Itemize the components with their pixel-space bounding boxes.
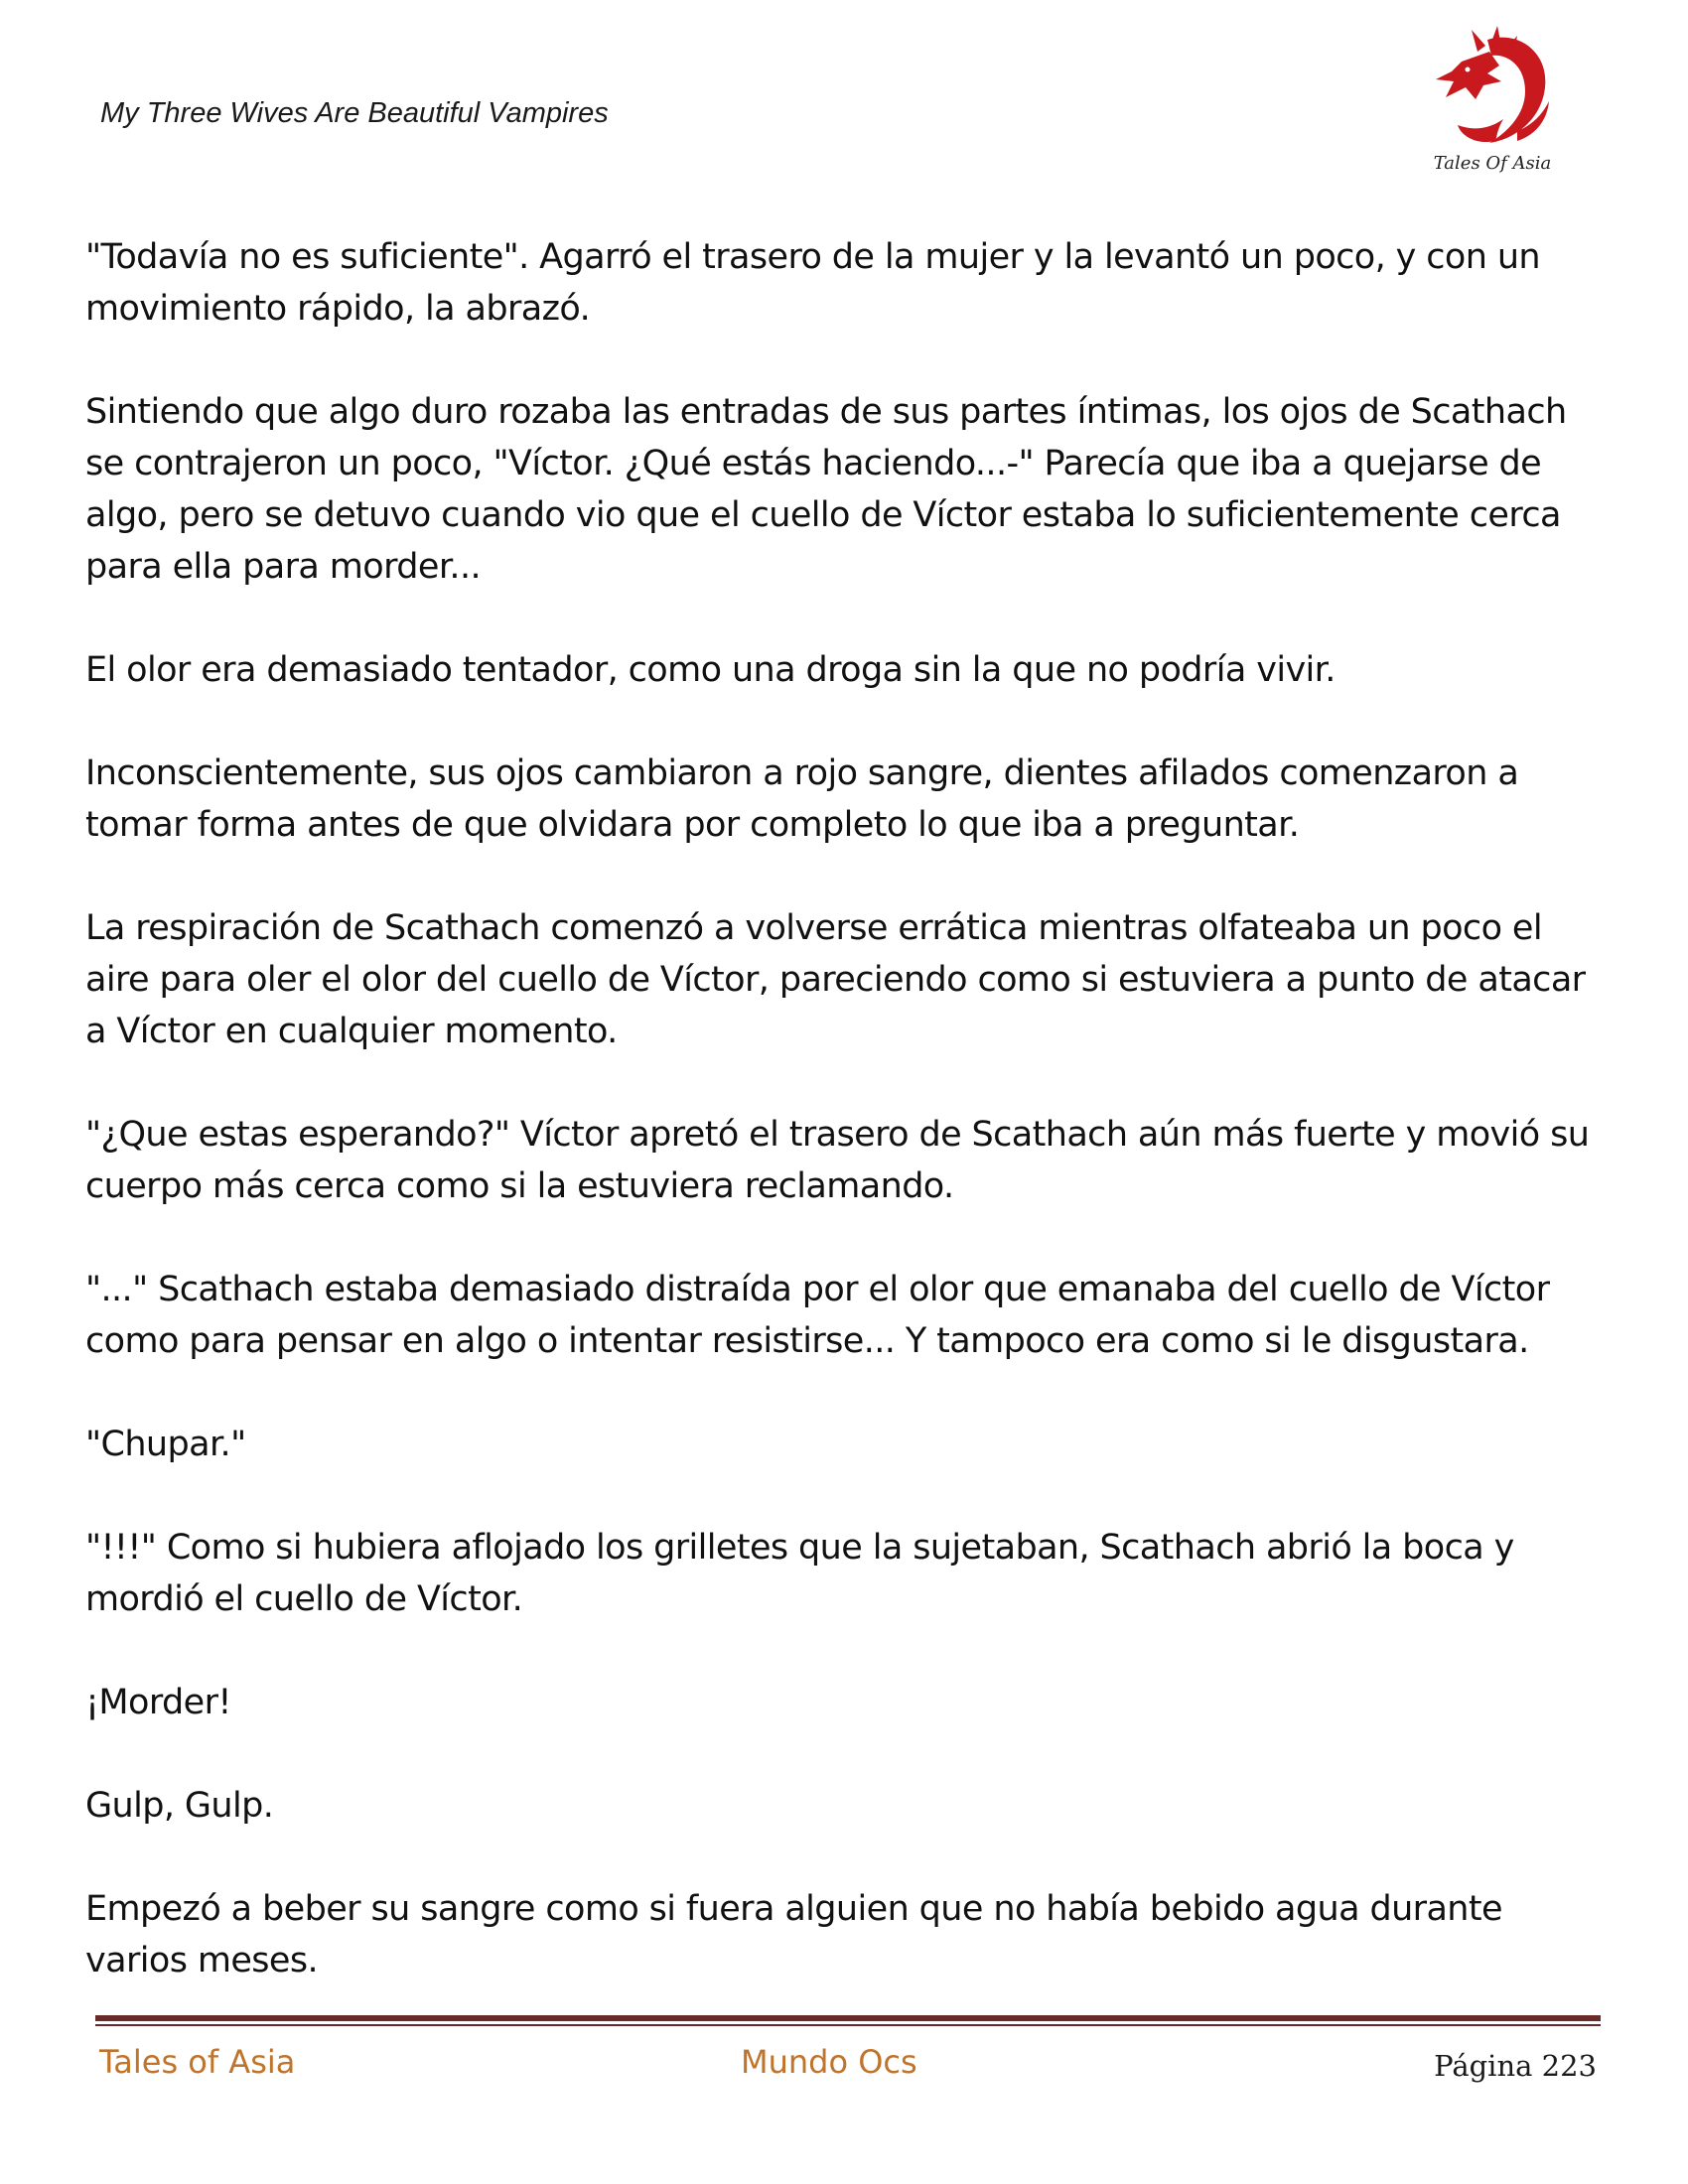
paragraph: "!!!" Como si hubiera aflojado los grilletes que la sujetaban, Scathach abrió la boca y mordió el cuello de Víctor. <box>85 1528 1514 1619</box>
paragraph: La respiración de Scathach comenzó a volverse errática mientras olfateaba un poco el aire para oler el olor del cuello de Víctor, pareciendo como si estuviera a punto de atacar a Víctor en cualquier momento. <box>85 908 1586 1051</box>
page-number: Página 223 <box>1434 2049 1597 2083</box>
footer-section: Mundo Ocs <box>741 2043 917 2081</box>
paragraph: "..." Scathach estaba demasiado distraída por el olor que emanaba del cuello de Víctor como para pensar en algo o intentar resistirse... Y tampoco era como si le disgustara. <box>85 1270 1550 1361</box>
paragraph: "Todavía no es suficiente". Agarró el trasero de la mujer y la levantó un poco, y con un movimiento rápido, la abrazó. <box>85 237 1541 329</box>
paragraph: Empezó a beber su sangre como si fuera alguien que no había bebido agua durante varios meses. <box>85 1889 1502 1980</box>
footer-divider-thick <box>95 2015 1601 2021</box>
paragraph: "Chupar." <box>85 1425 246 1464</box>
paragraph: Sintiendo que algo duro rozaba las entradas de sus partes íntimas, los ojos de Scathach se contrajeron un poco, "Víctor. ¿Qué estás haciendo...-" Parecía que iba a quejarse de algo, pero se detuvo cuando vio que el cuello de Víctor estaba lo suficientemente cerca para ella para morder... <box>85 392 1567 587</box>
red-dragon-icon <box>1418 22 1567 153</box>
footer-publisher: Tales of Asia <box>99 2043 296 2081</box>
footer-divider <box>95 2015 1601 2027</box>
footer-divider-thin <box>95 2024 1601 2026</box>
paragraph: ¡Morder! <box>85 1683 231 1722</box>
chapter-body <box>85 231 1610 2038</box>
tales-of-asia-logo <box>1418 22 1567 181</box>
book-title: My Three Wives Are Beautiful Vampires <box>100 97 609 129</box>
paragraph: El olor era demasiado tentador, como una droga sin la que no podría vivir. <box>85 650 1336 690</box>
paragraph: Gulp, Gulp. <box>85 1786 274 1826</box>
paragraph: "¿Que estas esperando?" Víctor apretó el trasero de Scathach aún más fuerte y movió su cuerpo más cerca como si la estuviera reclamando. <box>85 1115 1590 1206</box>
logo-text: Tales Of Asia <box>1433 153 1552 174</box>
paragraph: Inconscientemente, sus ojos cambiaron a rojo sangre, dientes afilados comenzaron a tomar forma antes de que olvidara por completo lo que iba a preguntar. <box>85 753 1519 845</box>
